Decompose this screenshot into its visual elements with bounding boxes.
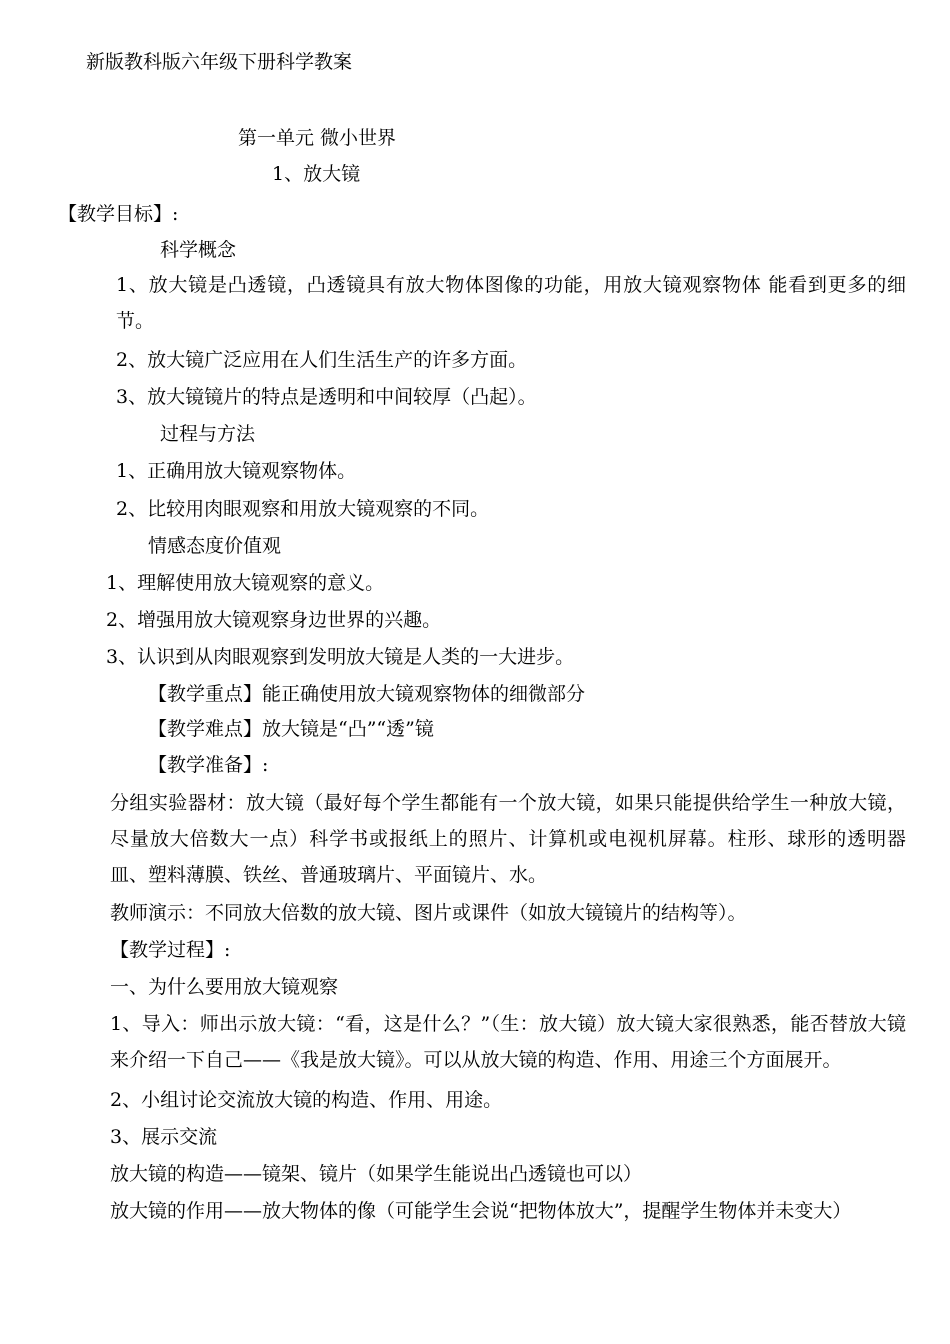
preparation-group: 分组实验器材：放大镜（最好每个学生都能有一个放大镜，如果只能提供给学生一种放大镜，尽量放大倍数大一点）科学书或报纸上的照片、计算机或电视机屏幕。柱形、球形的透明器皿、塑料薄膜、铁丝、普通玻璃片、平面镜片、水。	[110, 792, 906, 886]
lesson-title: 1、放大镜	[272, 163, 361, 185]
concept-heading: 科学概念	[160, 239, 237, 261]
step-paragraph: 1、导入：师出示放大镜：“看，这是什么？”（生：放大镜）放大镜大家很熟悉，能否替放大镜来介绍一下自己——《我是放大镜》。可以从放大镜的构造、作用、用途三个方面展开。	[110, 1013, 906, 1071]
step-paragraph: 3、展示交流	[110, 1126, 218, 1148]
objectives-heading: 【教学目标】:	[58, 203, 179, 225]
section-heading: 一、为什么要用放大镜观察	[110, 976, 339, 998]
key-point: 【教学重点】能正确使用放大镜观察物体的细微部分	[148, 683, 586, 705]
document-header: 新版教科版六年级下册科学教案	[86, 51, 353, 73]
attitude-heading: 情感态度价值观	[148, 535, 282, 557]
attitude-item: 2、增强用放大镜观察身边世界的兴趣。	[106, 609, 442, 631]
preparation-heading: 【教学准备】:	[148, 754, 269, 776]
process-item: 2、比较用肉眼观察和用放大镜观察的不同。	[116, 498, 490, 520]
process-heading: 过程与方法	[160, 423, 256, 445]
concept-item: 1、放大镜是凸透镜，凸透镜具有放大物体图像的功能，用放大镜观察物体 能看到更多的细节。	[116, 274, 906, 332]
attitude-item: 1、理解使用放大镜观察的意义。	[106, 572, 385, 594]
difficulty: 【教学难点】放大镜是“凸”“透”镜	[148, 718, 434, 740]
concept-item: 3、放大镜镜片的特点是透明和中间较厚（凸起）。	[116, 386, 537, 408]
function-line: 放大镜的作用——放大物体的像（可能学生会说“把物体放大”，提醒学生物体并未变大）	[110, 1200, 852, 1222]
concept-item: 2、放大镜广泛应用在人们生活生产的许多方面。	[116, 349, 528, 371]
procedure-heading: 【教学过程】:	[110, 939, 231, 961]
structure-line: 放大镜的构造——镜架、镜片（如果学生能说出凸透镜也可以）	[110, 1163, 643, 1185]
preparation-teacher: 教师演示：不同放大倍数的放大镜、图片或课件（如放大镜镜片的结构等）。	[110, 902, 747, 924]
step-paragraph: 2、小组讨论交流放大镜的构造、作用、用途。	[110, 1089, 503, 1111]
process-item: 1、正确用放大镜观察物体。	[116, 460, 357, 482]
attitude-item: 3、认识到从肉眼观察到发明放大镜是人类的一大进步。	[106, 646, 575, 668]
unit-title: 第一单元 微小世界	[238, 127, 397, 149]
